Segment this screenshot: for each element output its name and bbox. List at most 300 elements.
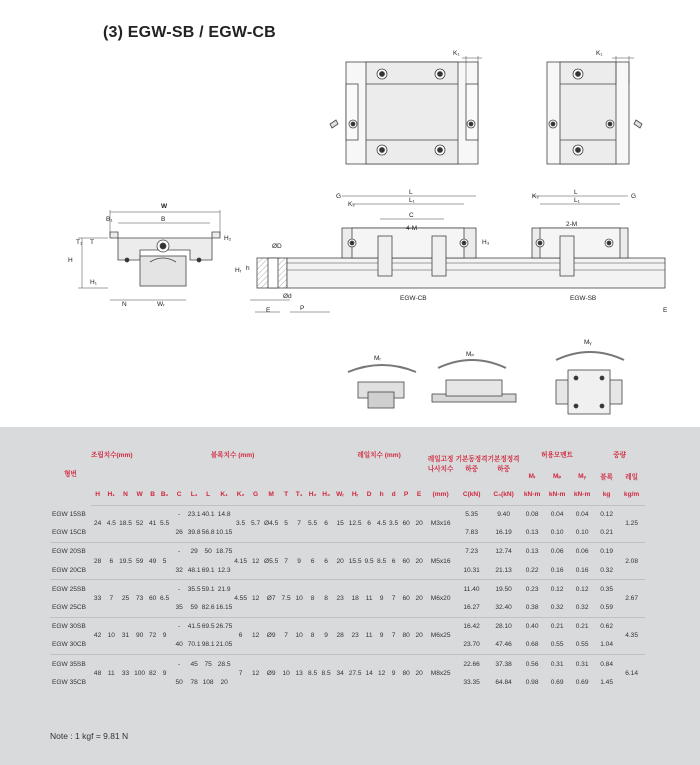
h1-label: H₁ bbox=[90, 279, 97, 286]
col-23-header: E bbox=[413, 485, 426, 505]
cell-my: 0.04 bbox=[575, 511, 589, 519]
cell-kgm: 2.67 bbox=[619, 580, 645, 617]
cell-model: EGW 35CB bbox=[52, 679, 87, 687]
cell-d: 6 bbox=[367, 520, 371, 528]
cell-model: EGW 20CB bbox=[52, 566, 87, 574]
cell-m: Ø4.5 bbox=[263, 520, 279, 528]
cell-l1: 29 bbox=[188, 542, 201, 561]
l1-label-cb: L₁ bbox=[409, 197, 415, 204]
mr-label: Mᵣ bbox=[374, 355, 381, 362]
cell-l1: 23.1 bbox=[187, 511, 201, 519]
cell-kgm: 2.08 bbox=[619, 542, 645, 579]
cell-c-kn: 22.66 bbox=[456, 655, 488, 674]
cell-l: 82.6 bbox=[201, 604, 215, 612]
spec-table-panel bbox=[0, 427, 700, 765]
cell-h: 28 bbox=[91, 542, 104, 579]
cell-g: 12 bbox=[249, 542, 263, 579]
cell-l1: 41.5 bbox=[188, 617, 201, 636]
block-weight-header: 블록 bbox=[600, 474, 613, 481]
cell-w: 100 bbox=[133, 655, 147, 692]
cell-mp: 0.32 bbox=[550, 604, 564, 612]
my-unit-header: kN-m bbox=[570, 485, 595, 505]
od-label: ØD bbox=[272, 243, 282, 250]
cell-c-kn: 7.23 bbox=[456, 542, 488, 561]
col-16-header: H₃ bbox=[320, 485, 333, 505]
cell-w: 73 bbox=[133, 580, 147, 617]
cell-mr: 0.22 bbox=[525, 566, 539, 574]
my-label: Mᵧ bbox=[584, 339, 592, 346]
front-view bbox=[78, 210, 220, 300]
cell-h3: 8.5 bbox=[320, 655, 333, 692]
col-18-header: Hᵣ bbox=[348, 485, 363, 505]
col-moment-header: 허용모멘트 bbox=[541, 452, 574, 459]
k2-label-sb: K₂ bbox=[532, 193, 539, 200]
cell-mr: 0.13 bbox=[525, 529, 539, 537]
moment-my-diagram bbox=[556, 352, 624, 414]
cell-c-kn: 33.35 bbox=[463, 679, 480, 687]
col-2-header: N bbox=[118, 485, 132, 505]
cell-kg: 0.35 bbox=[595, 580, 619, 599]
cell-wr: 15 bbox=[336, 520, 344, 528]
table-row bbox=[50, 505, 645, 524]
m2-label: 2-M bbox=[566, 221, 578, 228]
cell-kg: 1.45 bbox=[600, 679, 614, 687]
cell-mp: 0.04 bbox=[550, 511, 564, 519]
col-15-header: H₂ bbox=[306, 485, 320, 505]
cell-mp: 0.10 bbox=[550, 529, 564, 537]
cell-b: 60 bbox=[147, 580, 159, 617]
cell-t1: 13 bbox=[293, 655, 306, 692]
col-13-header: T bbox=[280, 485, 293, 505]
cell-model: EGW 15CB bbox=[52, 529, 87, 537]
cell-c: - bbox=[171, 617, 188, 636]
cell-mr: 0.40 bbox=[520, 617, 545, 636]
cell-c0: 16.19 bbox=[495, 529, 512, 537]
cell-mr: 0.56 bbox=[520, 655, 545, 674]
cell-h: 9 bbox=[376, 617, 388, 654]
cell-kg: 0.19 bbox=[595, 542, 619, 561]
cell-h3: 8 bbox=[320, 580, 333, 617]
cell-h: 4.5 bbox=[377, 520, 387, 528]
cell-k2: 6 bbox=[233, 617, 249, 654]
cell-l1: 48.1 bbox=[187, 566, 201, 574]
cell-hr: 27.5 bbox=[348, 655, 363, 692]
cell-my: 0.06 bbox=[570, 542, 595, 561]
cell-l1: 45 bbox=[188, 655, 201, 674]
table-row bbox=[50, 542, 645, 561]
moment-mp-diagram bbox=[432, 360, 516, 402]
cell-d: 11 bbox=[363, 617, 376, 654]
cell-l: 69.1 bbox=[201, 566, 215, 574]
cell-t: 5 bbox=[284, 520, 288, 528]
cell-wr: 23 bbox=[333, 580, 348, 617]
col-10-header: K₂ bbox=[233, 485, 249, 505]
cell-t1: 7 bbox=[297, 520, 301, 528]
h2-label: H₂ bbox=[224, 235, 232, 242]
cell-p: 60 bbox=[402, 520, 410, 528]
hr-label: Hᵣ bbox=[235, 267, 242, 274]
cell-kg: 1.04 bbox=[600, 641, 614, 649]
cell-model: EGW 30SB bbox=[50, 617, 91, 636]
cell-wr: 20 bbox=[333, 542, 348, 579]
moment-mr-diagram bbox=[348, 365, 416, 408]
cell-p: 80 bbox=[400, 655, 413, 692]
cell-mr: 0.38 bbox=[525, 604, 539, 612]
col-0-header: H bbox=[91, 485, 104, 505]
cell-d: 3.5 bbox=[389, 520, 399, 528]
cell-model: EGW 20SB bbox=[50, 542, 91, 561]
cell-kgm: 1.25 bbox=[625, 520, 639, 528]
cell-l1: 78 bbox=[190, 679, 198, 687]
cell-h3: 6 bbox=[320, 542, 333, 579]
cell-e: 20 bbox=[413, 542, 426, 579]
cell-p: 80 bbox=[400, 617, 413, 654]
cell-c0: 9.40 bbox=[497, 511, 511, 519]
cell-c: 50 bbox=[175, 679, 183, 687]
cell-h: 48 bbox=[91, 655, 104, 692]
cell-bolt: M3x16 bbox=[430, 520, 451, 528]
cell-k1: 12.3 bbox=[217, 566, 231, 574]
cell-h: 24 bbox=[93, 520, 102, 528]
cell-d: 7 bbox=[388, 617, 400, 654]
cell-c0: 37.38 bbox=[488, 655, 520, 674]
cell-my: 0.32 bbox=[575, 604, 589, 612]
cell-c: - bbox=[171, 580, 188, 599]
cell-mr: 0.13 bbox=[520, 542, 545, 561]
col-8-header: L bbox=[201, 485, 216, 505]
cell-mp: 0.16 bbox=[550, 566, 564, 574]
cell-my: 0.12 bbox=[570, 580, 595, 599]
col-stat-header: 기본정정격하중 bbox=[487, 456, 520, 473]
unit-note: Note : 1 kgf = 9.81 N bbox=[50, 731, 129, 741]
cell-c: - bbox=[171, 655, 188, 674]
cell-wr: 34 bbox=[333, 655, 348, 692]
cell-c: 40 bbox=[175, 641, 183, 649]
cell-n: 18.5 bbox=[119, 520, 132, 528]
cell-k1: 18.75 bbox=[216, 542, 233, 561]
cell-mp: 0.06 bbox=[545, 542, 570, 561]
section-title: (3) EGW-SB / EGW-CB bbox=[103, 24, 276, 41]
cell-l: 98.1 bbox=[201, 641, 215, 649]
col-20-header: h bbox=[376, 485, 388, 505]
cell-c0: 64.84 bbox=[495, 679, 512, 687]
cell-k2: 7 bbox=[233, 655, 249, 692]
cell-h3: 6 bbox=[324, 520, 328, 528]
cell-mp: 0.31 bbox=[545, 655, 570, 674]
cell-k1: 20 bbox=[220, 679, 228, 687]
cell-w: 59 bbox=[133, 542, 147, 579]
cell-e: 20 bbox=[413, 580, 426, 617]
col-rail-bolt-header: 레일고정나사치수 bbox=[427, 456, 454, 473]
g-label-sb: G bbox=[631, 193, 637, 200]
cell-kg: 0.32 bbox=[600, 566, 614, 574]
cell-k1: 26.75 bbox=[216, 617, 233, 636]
h-small-label: h bbox=[246, 265, 250, 272]
t-label: T bbox=[90, 239, 94, 246]
kg-unit-header: kg bbox=[595, 485, 619, 505]
cell-p: 60 bbox=[400, 542, 413, 579]
my-header: Mᵧ bbox=[578, 472, 587, 480]
cell-mp: 0.69 bbox=[550, 679, 564, 687]
c-label: C bbox=[409, 212, 414, 219]
cell-d: 9.5 bbox=[363, 542, 376, 579]
col-14-header: T₁ bbox=[293, 485, 306, 505]
cell-mr: 0.23 bbox=[520, 580, 545, 599]
cell-hr: 23 bbox=[348, 617, 363, 654]
cell-t1: 10 bbox=[293, 580, 306, 617]
b1-label: B₁ bbox=[106, 216, 113, 223]
cell-bolt: M8x25 bbox=[426, 655, 456, 692]
table-row bbox=[50, 617, 645, 636]
col-6-header: C bbox=[171, 485, 188, 505]
cell-l1: 35.5 bbox=[188, 580, 201, 599]
cell-t: 7 bbox=[280, 542, 293, 579]
cell-h: 33 bbox=[91, 580, 104, 617]
cell-b: 41 bbox=[148, 520, 157, 528]
l1-label-sb: L₁ bbox=[574, 197, 580, 204]
cell-b1: 9 bbox=[159, 655, 171, 692]
col-11-header: G bbox=[249, 485, 263, 505]
cell-h2: 8 bbox=[306, 617, 320, 654]
cell-hr: 18 bbox=[348, 580, 363, 617]
p-label: P bbox=[300, 305, 305, 312]
mp-label: Mₚ bbox=[466, 351, 475, 358]
col-12-header: M bbox=[263, 485, 280, 505]
cell-mp: 0.12 bbox=[545, 580, 570, 599]
cell-kg: 0.21 bbox=[600, 529, 614, 537]
side-view bbox=[250, 196, 665, 312]
cell-k1: 10.15 bbox=[215, 529, 233, 537]
cell-my: 0.69 bbox=[575, 679, 589, 687]
col-rail-header: 레일치수 (mm) bbox=[357, 452, 401, 459]
cell-l: 69.5 bbox=[201, 617, 216, 636]
cell-k1: 14.8 bbox=[217, 511, 231, 519]
cell-h: 42 bbox=[91, 617, 104, 654]
cell-mp: 0.21 bbox=[545, 617, 570, 636]
col-assembly-header: 조립치수(mm) bbox=[91, 452, 133, 459]
cell-d: 7 bbox=[388, 580, 400, 617]
cell-h1: 10 bbox=[104, 617, 118, 654]
l-label-cb: L bbox=[409, 189, 413, 196]
cell-l1: 39.8 bbox=[187, 529, 201, 537]
cell-b: 82 bbox=[147, 655, 159, 692]
g-label-cb: G bbox=[336, 193, 342, 200]
cell-n: 25 bbox=[118, 580, 132, 617]
cell-t: 7.5 bbox=[280, 580, 293, 617]
col-1-header: H₁ bbox=[104, 485, 118, 505]
cell-kg: 0.62 bbox=[595, 617, 619, 636]
l-label-sb: L bbox=[574, 189, 578, 196]
k1-label-top-sb: K₁ bbox=[596, 50, 603, 57]
cell-mp: 0.55 bbox=[550, 641, 564, 649]
egw-sb-label: EGW-SB bbox=[570, 295, 597, 302]
cell-c0: 12.74 bbox=[488, 542, 520, 561]
cell-g: 12 bbox=[249, 655, 263, 692]
cell-c: 26 bbox=[175, 529, 183, 537]
cell-my: 0.21 bbox=[570, 617, 595, 636]
cell-mr: 0.68 bbox=[525, 641, 539, 649]
d-small-label: Ød bbox=[283, 293, 292, 300]
cell-g: 5.7 bbox=[251, 520, 261, 528]
table-row bbox=[50, 580, 645, 599]
cell-t1: 9 bbox=[293, 542, 306, 579]
top-view-cb bbox=[330, 56, 482, 164]
spec-table bbox=[50, 441, 645, 692]
cell-l: 108 bbox=[202, 679, 214, 687]
cell-h1: 7 bbox=[104, 580, 118, 617]
cell-h2: 5.5 bbox=[308, 520, 318, 528]
cell-b: 49 bbox=[147, 542, 159, 579]
cell-mr: 0.98 bbox=[525, 679, 539, 687]
b-label: B bbox=[161, 216, 166, 223]
cell-bolt: M6x25 bbox=[426, 617, 456, 654]
cell-h: 12 bbox=[376, 655, 388, 692]
cell-k1: 16.15 bbox=[215, 604, 233, 612]
cell-k2: 3.5 bbox=[236, 520, 246, 528]
cell-bolt: M6x20 bbox=[426, 580, 456, 617]
cell-n: 33 bbox=[118, 655, 132, 692]
cell-t1: 10 bbox=[293, 617, 306, 654]
cell-b: 72 bbox=[147, 617, 159, 654]
cell-c-kn: 7.83 bbox=[465, 529, 479, 537]
cell-mr: 0.08 bbox=[525, 511, 539, 519]
cell-w: 52 bbox=[135, 520, 144, 528]
cell-e: 20 bbox=[413, 617, 426, 654]
cell-my: 0.10 bbox=[575, 529, 589, 537]
wr-label: Wᵣ bbox=[157, 301, 165, 308]
w-label: W bbox=[161, 203, 168, 210]
cell-l: 59.1 bbox=[201, 580, 216, 599]
cell-c-kn: 16.42 bbox=[456, 617, 488, 636]
cell-kgm: 6.14 bbox=[619, 655, 645, 692]
cell-model: EGW 25CB bbox=[52, 604, 87, 612]
cell-d: 14 bbox=[363, 655, 376, 692]
c0-unit-header: C₀(kN) bbox=[488, 485, 520, 505]
cell-model: EGW 25SB bbox=[50, 580, 91, 599]
col-3-header: W bbox=[133, 485, 147, 505]
mr-header: Mᵣ bbox=[528, 472, 536, 480]
bolt-unit-header: (mm) bbox=[426, 485, 456, 505]
cell-c: 35 bbox=[175, 604, 183, 612]
cell-h: 9 bbox=[376, 580, 388, 617]
cell-model: EGW 35SB bbox=[50, 655, 91, 674]
cell-c-kn: 11.40 bbox=[456, 580, 488, 599]
cell-kg: 0.59 bbox=[600, 604, 614, 612]
cell-kg: 0.12 bbox=[600, 511, 614, 519]
cell-g: 12 bbox=[249, 580, 263, 617]
cell-n: 31 bbox=[118, 617, 132, 654]
cell-h1: 11 bbox=[104, 655, 118, 692]
cell-e: 20 bbox=[413, 655, 426, 692]
col-17-header: Wᵣ bbox=[333, 485, 348, 505]
cell-k1: 21.05 bbox=[215, 641, 233, 649]
h-label: H bbox=[68, 257, 73, 264]
cell-b1: 9 bbox=[159, 617, 171, 654]
cell-d: 6 bbox=[388, 542, 400, 579]
cell-bolt: M5x16 bbox=[426, 542, 456, 579]
col-dyn-header: 기본동정격하중 bbox=[455, 456, 488, 473]
table-row bbox=[50, 655, 645, 674]
col-22-header: P bbox=[400, 485, 413, 505]
cell-l: 40.1 bbox=[201, 511, 215, 519]
mp-unit-header: kN-m bbox=[545, 485, 570, 505]
cell-m: Ø9 bbox=[263, 617, 280, 654]
cell-p: 60 bbox=[400, 580, 413, 617]
cell-c-kn: 16.27 bbox=[463, 604, 480, 612]
c-unit-header: C(kN) bbox=[456, 485, 488, 505]
col-4-header: B bbox=[147, 485, 159, 505]
mp-header: Mₚ bbox=[552, 473, 562, 480]
k2-label-cb: K₂ bbox=[348, 201, 355, 208]
cell-h2: 8 bbox=[306, 580, 320, 617]
cell-my: 0.55 bbox=[575, 641, 589, 649]
cell-k1: 28.5 bbox=[216, 655, 233, 674]
cell-b1: 5.5 bbox=[160, 520, 170, 528]
n-label: N bbox=[122, 301, 127, 308]
cell-t: 7 bbox=[280, 617, 293, 654]
cell-c0: 28.10 bbox=[488, 617, 520, 636]
cell-k1: 21.9 bbox=[216, 580, 233, 599]
cell-h2: 6 bbox=[306, 542, 320, 579]
cell-c0: 47.46 bbox=[495, 641, 512, 649]
mr-unit-header: kN-m bbox=[520, 485, 545, 505]
col-7-header: L₁ bbox=[188, 485, 201, 505]
cell-c: - bbox=[178, 511, 181, 519]
col-19-header: D bbox=[363, 485, 376, 505]
cell-n: 19.5 bbox=[118, 542, 132, 579]
cell-m: Ø5.5 bbox=[263, 542, 280, 579]
cell-d: 9 bbox=[388, 655, 400, 692]
cell-c0: 19.50 bbox=[488, 580, 520, 599]
h3-label: H₃ bbox=[482, 239, 490, 246]
cell-h2: 8.5 bbox=[306, 655, 320, 692]
cell-c0: 32.40 bbox=[495, 604, 512, 612]
cell-d: 11 bbox=[363, 580, 376, 617]
col-5-header: B₁ bbox=[159, 485, 171, 505]
cell-k2: 4.55 bbox=[233, 580, 249, 617]
cell-model: EGW 30CB bbox=[52, 641, 87, 649]
cell-l: 56.8 bbox=[201, 529, 215, 537]
cell-b1: 6.5 bbox=[159, 580, 171, 617]
cell-c-kn: 10.31 bbox=[463, 566, 480, 574]
t1-label: T₁ bbox=[76, 239, 83, 246]
cell-l1: 70.1 bbox=[187, 641, 201, 649]
cell-k2: 4.15 bbox=[233, 542, 249, 579]
cell-h: 8.5 bbox=[376, 542, 388, 579]
col-21-header: d bbox=[388, 485, 400, 505]
cell-model: EGW 15SB bbox=[52, 510, 86, 518]
cell-my: 0.31 bbox=[570, 655, 595, 674]
cell-hr: 12.5 bbox=[348, 520, 362, 528]
cell-m: Ø7 bbox=[263, 580, 280, 617]
col-9-header: K₁ bbox=[216, 485, 233, 505]
egw-cb-label: EGW-CB bbox=[400, 295, 427, 302]
cell-c-kn: 23.70 bbox=[463, 641, 480, 649]
cell-c0: 21.13 bbox=[495, 566, 512, 574]
kgm-unit-header: kg/m bbox=[619, 485, 645, 505]
cell-c: - bbox=[171, 542, 188, 561]
cell-c-kn: 5.35 bbox=[465, 511, 479, 519]
m4-label: 4-M bbox=[406, 225, 418, 232]
col-model-header: 형번 bbox=[64, 471, 77, 478]
cell-l1: 59 bbox=[190, 604, 198, 612]
top-view-sb bbox=[547, 56, 642, 164]
cell-wr: 28 bbox=[333, 617, 348, 654]
cell-e: 20 bbox=[415, 520, 423, 528]
e-label-right: E bbox=[663, 307, 668, 314]
cell-h3: 9 bbox=[320, 617, 333, 654]
cell-kg: 0.84 bbox=[595, 655, 619, 674]
